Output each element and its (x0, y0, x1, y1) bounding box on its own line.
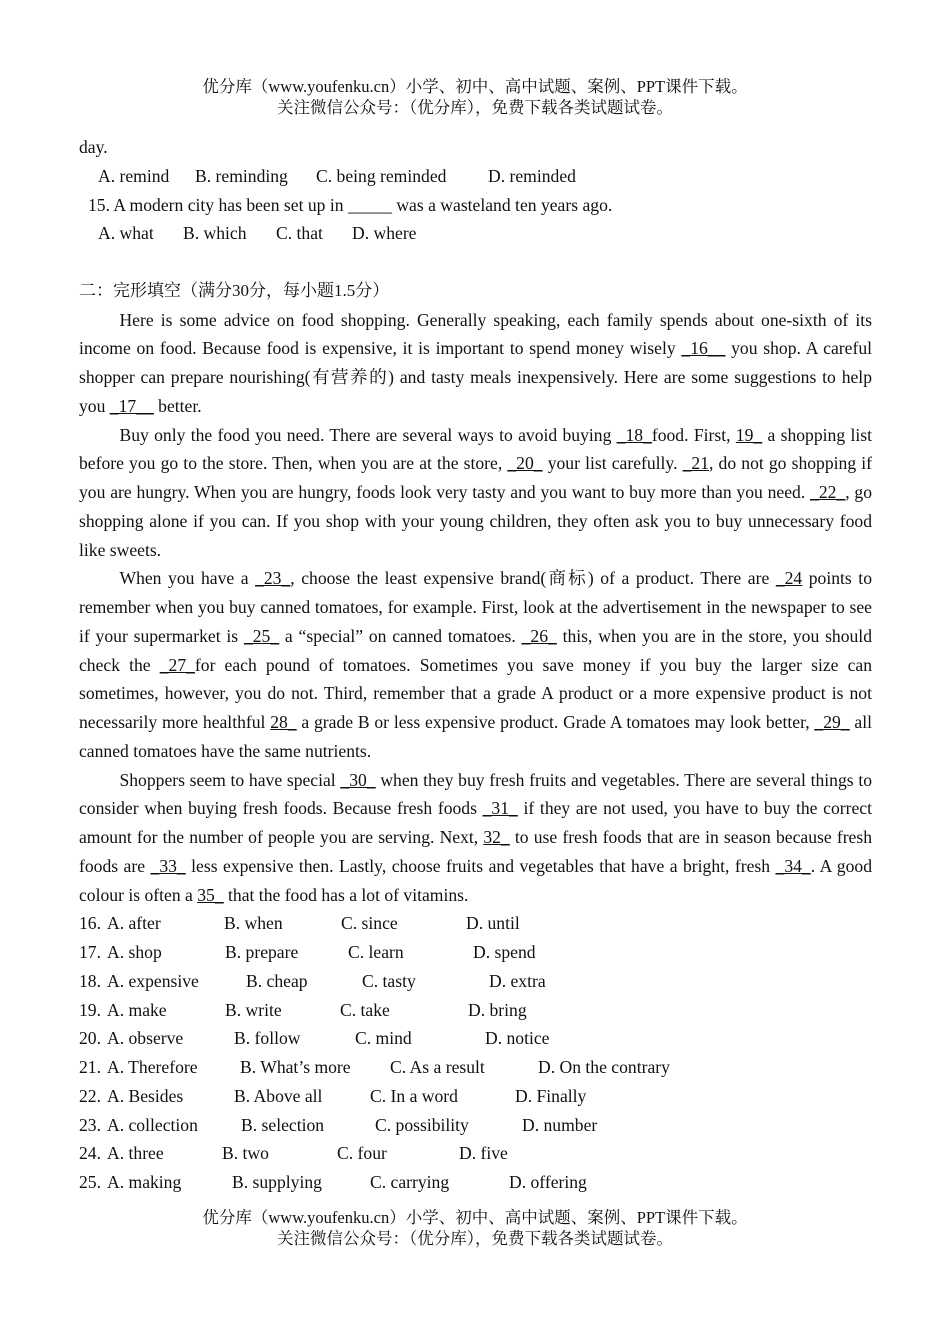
header-line-1: 优分库（www.youfenku.cn）小学、初中、高中试题、案例、PPT课件下载。 (202, 77, 748, 96)
q14-option-d: D. reminded (488, 165, 576, 186)
blank-33: _33_ (150, 855, 186, 876)
blank-30: _30_ (340, 769, 376, 790)
blank-23: _23_ (255, 568, 291, 589)
blank-19: 19_ (735, 424, 763, 445)
blank-26: _26_ (521, 625, 557, 646)
q15-stem: 15. A modern city has been set up in _____ was a wasteland ten years ago. (88, 194, 613, 215)
blank-20: _20_ (507, 453, 543, 474)
blank-22: _22_ (810, 482, 846, 502)
q14-tail-text: day. (79, 137, 108, 157)
page-header (0, 76, 950, 118)
footer-line-1: 优分库（www.youfenku.cn）小学、初中、高中试题、案例、PPT课件下载。 (202, 1208, 748, 1227)
passage-paragraph-1: Here is some advice on food shopping. Generally speaking, each family spends about one-sixth of its income on food. Because food is expensive, it is important to spend money wisely _16__ you shop. A careful shopper can prepare nourishing(有营养的) and tasty meals inexpensively. Here are some suggestions to help you _17__ better. (79, 309, 873, 416)
q14-option-a: A. remind (98, 165, 170, 186)
choice-row-25: 25. A. making B. supplying C. carrying D. offering (79, 1172, 587, 1192)
q14-options (79, 162, 872, 191)
exam-content (79, 133, 872, 1197)
blank-32: 32_ (483, 827, 510, 847)
choice-row-24: 24. A. three B. two C. four D. five (79, 1143, 508, 1164)
header-line-2: 关注微信公众号：（优分库），免费下载各类试题试卷。 (277, 98, 673, 117)
page-footer (0, 1207, 950, 1249)
q15-option-c: C. that (276, 223, 323, 244)
footer-line-2: 关注微信公众号：（优分库），免费下载各类试题试卷。 (277, 1229, 673, 1248)
section-title: 二：完形填空（满分30分，每小题1.5分） (79, 280, 390, 300)
blank-17: _17__ (109, 395, 154, 416)
choices-list (79, 909, 872, 1197)
blank-29: _29_ (814, 712, 850, 732)
q14-option-c: C. being reminded (316, 165, 447, 186)
blank-35: 35_ (197, 884, 224, 905)
q14-option-b: B. reminding (195, 165, 288, 186)
choice-row-22: 22. A. Besides B. Above all C. In a word D. Finally (79, 1085, 587, 1106)
choice-row-19: 19. A. make B. write C. take D. bring (79, 999, 527, 1020)
blank-25: _25_ (243, 625, 280, 646)
q15-option-a: A. what (98, 223, 154, 244)
blank-18: _18_ (616, 424, 652, 445)
passage-paragraph-2: Buy only the food you need. There are several ways to avoid buying _18_food. First, 19_ a shopping list before you go to the store. Then, when you are at the store, _20_ your list carefully. _21, do not go shopping if you are hungry. When you are hungry, foods look very tasty and you want to buy more than you need. _22_, go shopping alone if you can. If you shop with your young children, they often ask you to buy unnecessary food like sweets. (79, 424, 873, 560)
blank-16: _16__ (681, 338, 726, 359)
choice-row-20: 20. A. observe B. follow C. mind D. notice (79, 1028, 550, 1049)
choice-row-18: 18. A. expensive B. cheap C. tasty D. extra (79, 970, 546, 991)
choice-row-21: 21. A. Therefore B. What’s more C. As a result D. On the contrary (79, 1057, 670, 1077)
blank-31: _31_ (482, 798, 518, 819)
passage-paragraph-4: Shoppers seem to have special _30_ when they buy fresh fruits and vegetables. There are several things to consider when buying fresh foods. Because fresh foods _31_ if they are not used, you have to buy the correct amount for the number of people you are serving. Next, 32_ to use fresh foods that are in season because fresh foods are _33_ less expensive then. Lastly, choose fruits and vegetables that have a bright, fresh _34_. A good colour is often a 35_ that the food has a lot of vitamins. (79, 769, 873, 905)
blank-34: _34_ (775, 855, 811, 876)
blank-28: 28_ (270, 712, 297, 732)
blank-24: _24 (775, 568, 803, 589)
blank-27: _27_ (159, 654, 195, 675)
q15-option-b: B. which (183, 223, 247, 244)
blank-21: _21 (682, 453, 710, 474)
passage-paragraph-3: When you have a _23_, choose the least expensive brand(商标) of a product. There are _24 points to remember when you buy canned tomatoes, for example. First, look at the advertisement in the newspaper to see if your supermarket is _25_ a “special” on canned tomatoes. _26_ this, when you are in the store, you should check the _27_for each pound of tomatoes. Sometimes you save money if you buy the larger size can sometimes, however, you do not. Third, remember that a grade A product or a more expensive product is not necessarily more healthful 28_ a grade B or less expensive product. Grade A tomatoes may look better, _29_ all canned tomatoes have the same nutrients. (79, 568, 873, 761)
q15-options (79, 219, 872, 248)
choice-row-17: 17. A. shop B. prepare C. learn D. spend (79, 942, 536, 962)
q15-option-d: D. where (352, 223, 417, 244)
choice-row-16: 16. A. after B. when C. since D. until (79, 913, 520, 934)
choice-row-23: 23. A. collection B. selection C. possibility D. number (79, 1114, 598, 1135)
